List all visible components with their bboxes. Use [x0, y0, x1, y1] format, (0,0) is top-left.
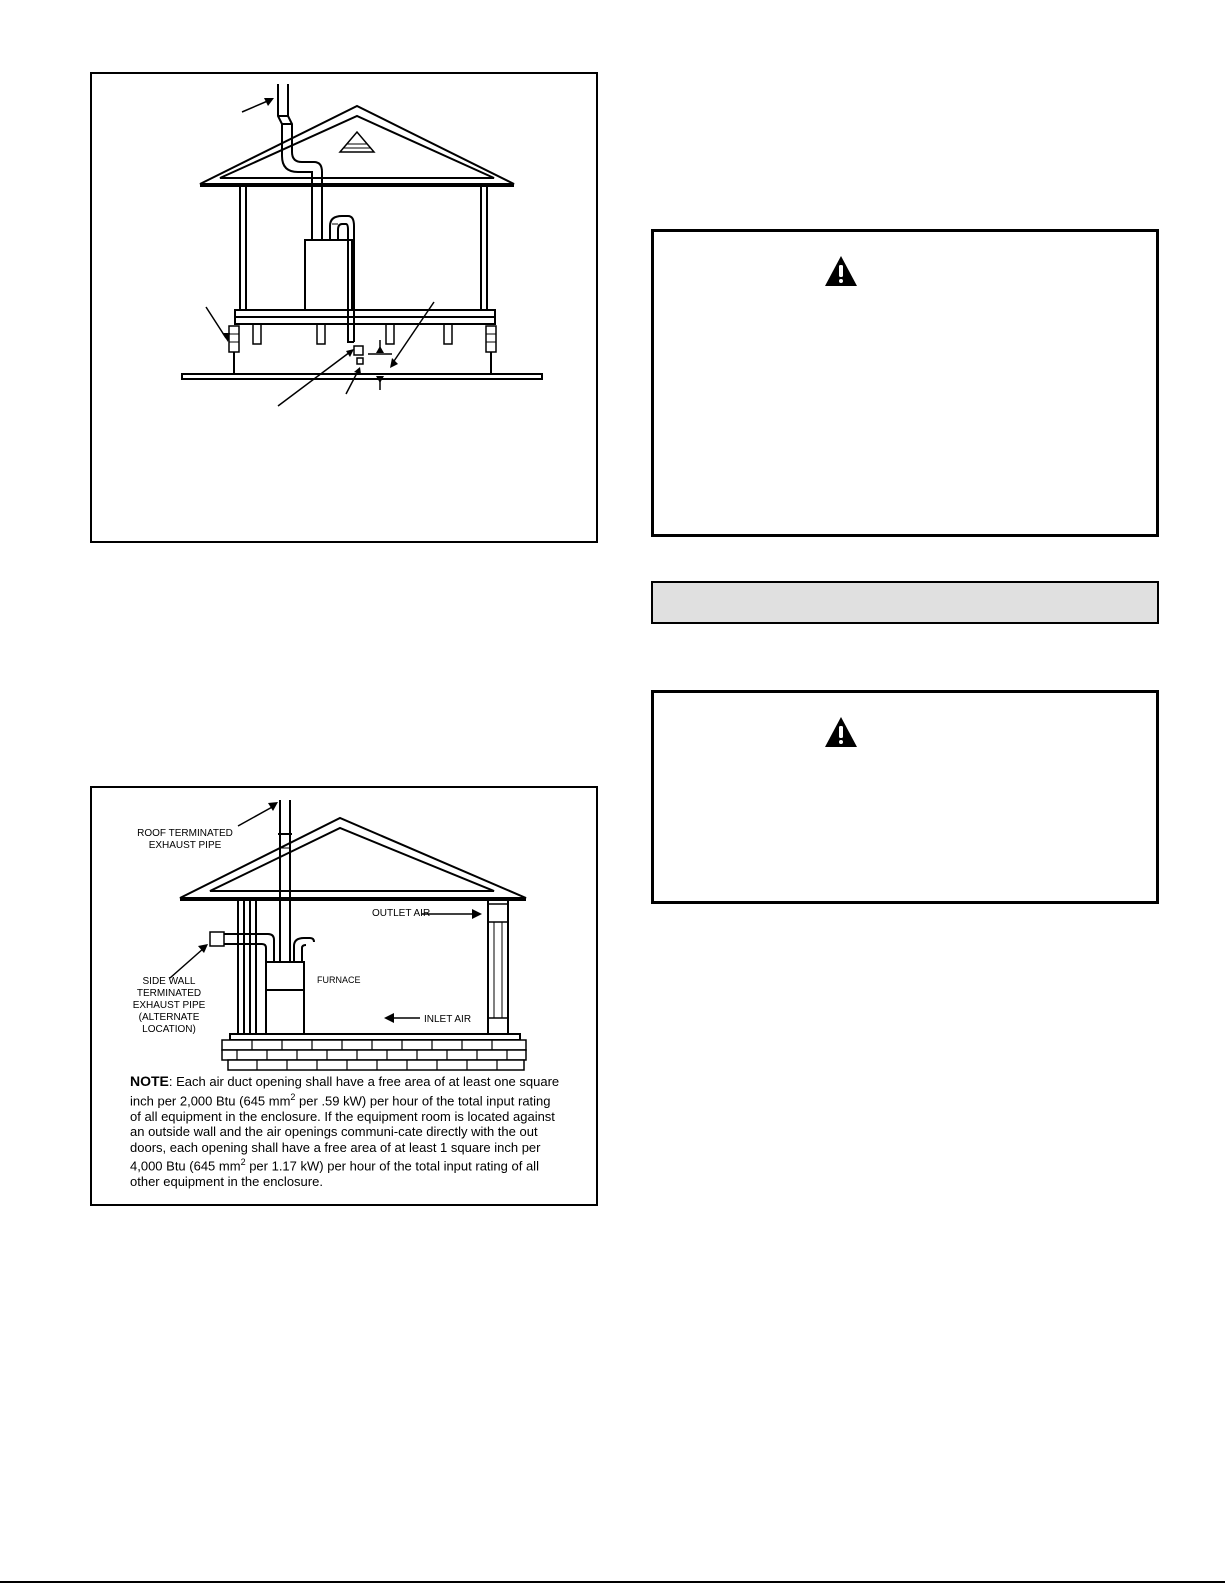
label-furnace: FURNACE	[317, 975, 361, 985]
figure-crawlspace-installation	[90, 72, 598, 543]
note-superscript-2: 2	[240, 1157, 246, 1168]
note-superscript-1: 2	[290, 1091, 296, 1102]
note-heading: NOTE	[130, 1073, 169, 1089]
label-outlet-air: OUTLET AIR	[372, 908, 431, 919]
figure-equipment-room	[90, 786, 598, 1206]
label-inlet-air: INLET AIR	[424, 1014, 472, 1025]
warning-triangle-icon	[824, 716, 858, 748]
page-bottom-rule	[0, 1581, 1225, 1583]
figure-note	[130, 1074, 560, 1190]
section-heading-bar	[651, 581, 1159, 624]
label-side-wall-exhaust-pipe: SIDE WALL TERMINATED EXHAUST PIPE (ALTERNATE LOCATION)	[132, 976, 206, 1035]
warning-box-2	[651, 690, 1159, 904]
warning-triangle-icon	[824, 255, 858, 287]
note-text-part2: per .59 kW) per hour of the total input rating of all equipment in the enclosure. If the equipment room is located against an outside wall and the air openings communi-cate directly with the out doors, each opening shall have a free area of at least 1 square inch per 4,000 Btu (645 mm	[130, 1092, 555, 1174]
label-roof-terminated-exhaust-pipe: ROOF TERMINATED EXHAUST PIPE	[137, 828, 233, 851]
crawlspace-house-drawing	[92, 74, 596, 541]
note-text-part3: per 1.17 kW) per hour of the total input rating of all other equipment in the enclosure.	[130, 1158, 539, 1190]
note-text-part1: : Each air duct opening shall have a free area of at least one square inch per 2,000 Btu (645 mm	[130, 1074, 560, 1108]
warning-box-1	[651, 229, 1159, 537]
